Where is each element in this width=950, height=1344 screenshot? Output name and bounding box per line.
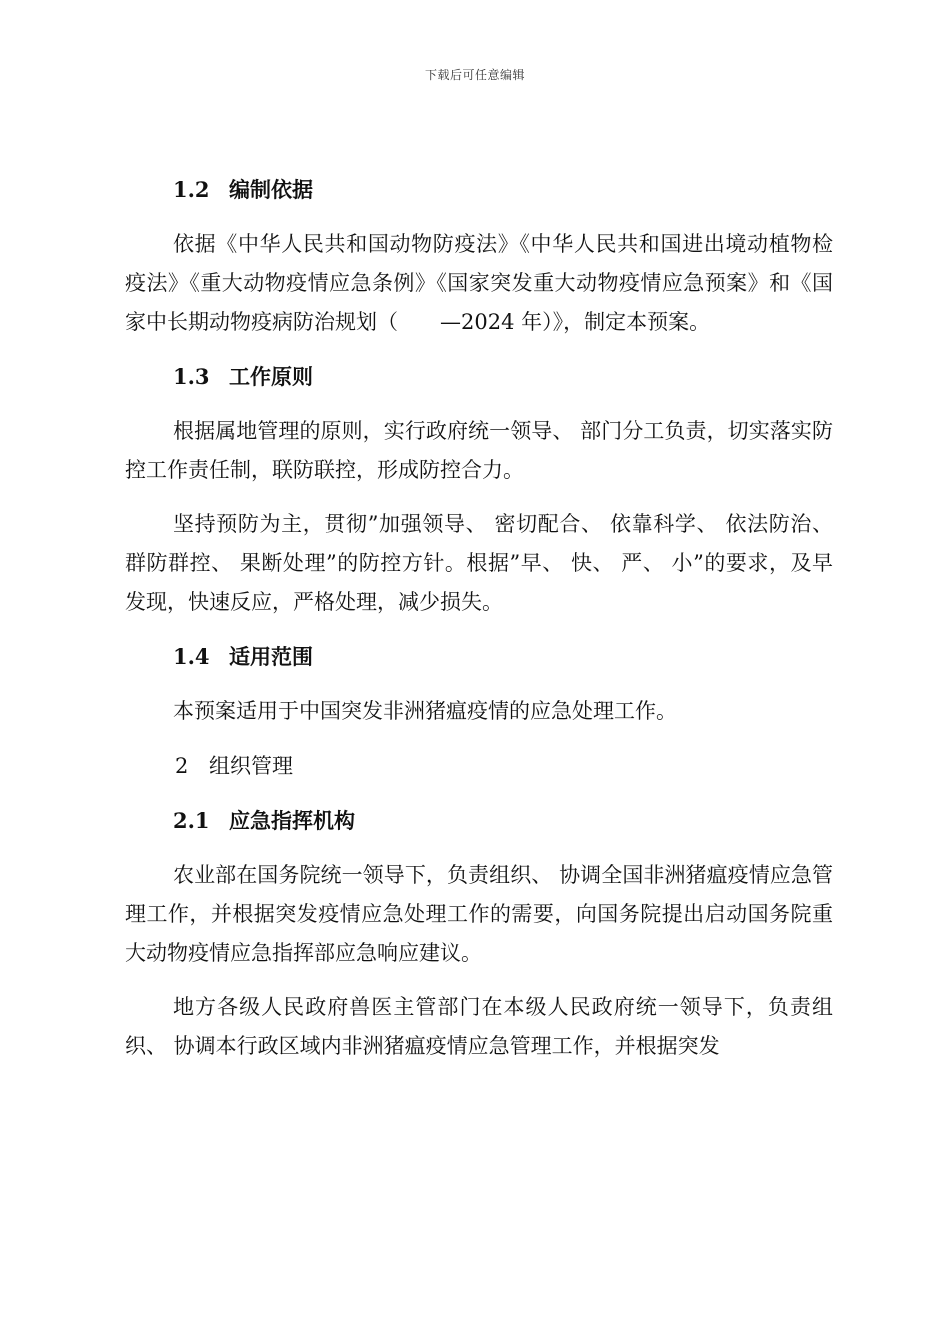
section-title: 编制依据 [229,177,313,202]
section-title: 组织管理 [209,754,293,778]
section-heading-2 [125,746,833,786]
section-number: 2.1 [173,808,210,833]
header-note: 下载后可任意编辑 [424,68,525,82]
paragraph: 根据属地管理的原则，实行政府统一领导、 部门分工负责，切实落实防控工作责任制，联防联控，形成防控合力。 [125,419,833,482]
paragraph: 坚持预防为主，贯彻”加强领导、 密切配合、 依靠科学、 依法防治、 群防群控、 果断处理”的防控方针。根据”早、 快、 严、 小”的要求，及早发现，快速反应，严格处理，减少损失。 [125,512,833,614]
paragraph: 依据《中华人民共和国动物防疫法》《中华人民共和国进出境动植物检疫法》《重大动物疫情应急条例》《国家突发重大动物疫情应急预案》和《国家中长期动物疫病防治规划（ —2024 年）》，制定本预案。 [125,232,833,334]
section-number: 1.4 [173,644,210,669]
paragraph: 本预案适用于中国突发非洲猪瘟疫情的应急处理工作。 [173,699,677,723]
section-title: 工作原则 [229,364,313,389]
section-number: 2 [175,754,189,778]
paragraph: 地方各级人民政府兽医主管部门在本级人民政府统一领导下，负责组织、 协调本行政区域内非洲猪瘟疫情应急管理工作，并根据突发 [125,995,833,1058]
section-number: 1.2 [173,177,210,202]
section-heading-1-4 [125,637,833,677]
section-title: 应急指挥机构 [229,808,355,833]
section-title: 适用范围 [229,644,313,669]
paragraph: 农业部在国务院统一领导下，负责组织、 协调全国非洲猪瘟疫情应急管理工作，并根据突发疫情应急处理工作的需要，向国务院提出启动国务院重大动物疫情应急指挥部应急响应建议。 [125,863,833,965]
section-number: 1.3 [173,364,210,389]
section-heading-1-2 [125,170,833,210]
document-body [125,170,833,1066]
section-heading-2-1 [125,801,833,841]
section-heading-1-3 [125,357,833,397]
